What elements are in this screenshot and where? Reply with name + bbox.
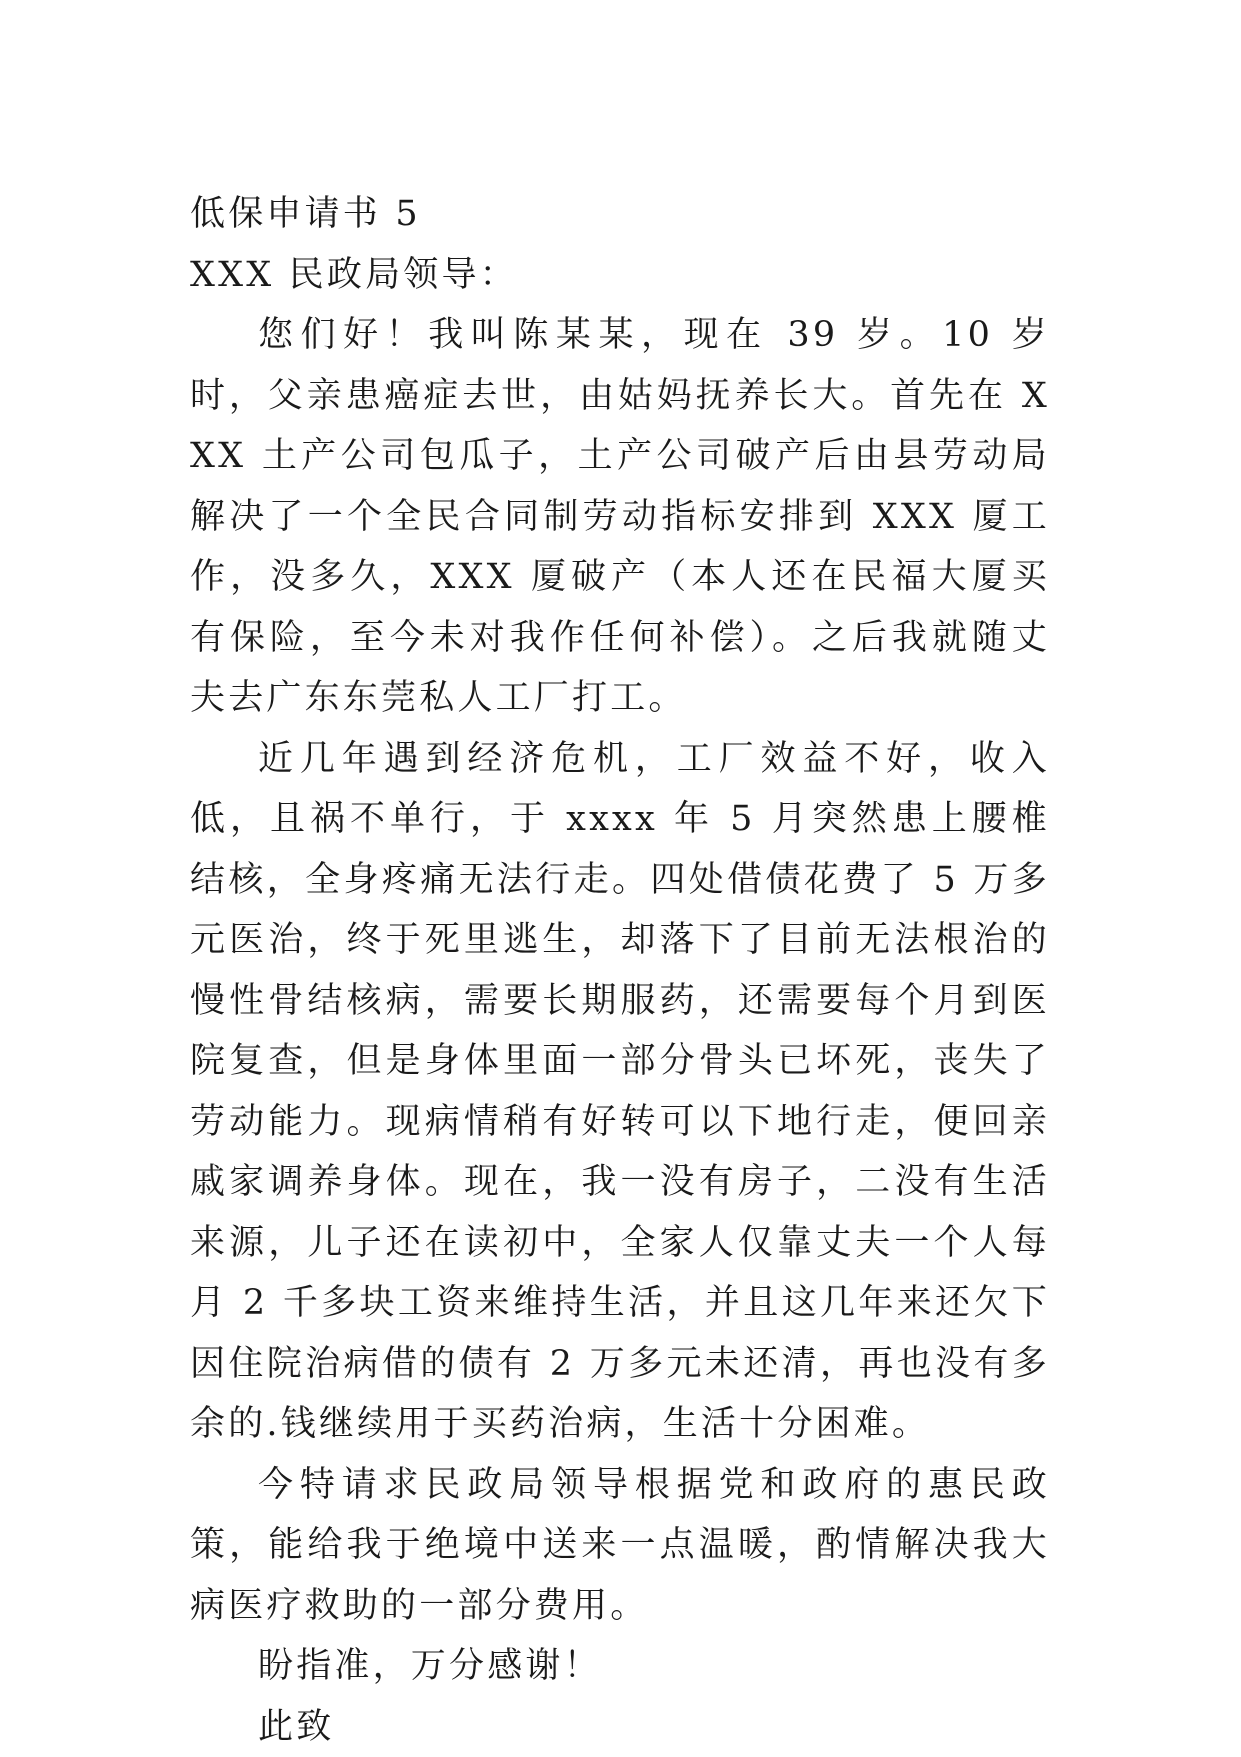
letter-body [190, 184, 1050, 1757]
paragraph-request: 今特请求民政局领导根据党和政府的惠民政策，能给我于绝境中送来一点温暖，酌情解决我大病医疗救助的一部分费用。 [190, 1455, 1050, 1637]
paragraph-illness: 近几年遇到经济危机，工厂效益不好，收入低，且祸不单行，于 xxxx 年 5 月突然患上腰椎结核，全身疼痛无法行走。四处借债花费了 5 万多元医治，终于死里逃生，却落下了目前无法根治的慢性骨结核病，需要长期服药，还需要每个月到医院复查，但是身体里面一部分骨头已坏死，丧失了劳动能力。现病情稍有好转可以下地行走，便回亲戚家调养身体。现在，我一没有房子，二没有生活来源，儿子还在读初中，全家人仅靠丈夫一个人每月 2 千多块工资来维持生活，并且这几年来还欠下因住院治病借的债有 2 万多元未还清，再也没有多余的.钱继续用于买药治病，生活十分困难。 [190, 729, 1050, 1455]
document-title: 低保申请书 5 [190, 184, 1050, 245]
paragraph-thanks: 盼指准，万分感谢！ [190, 1636, 1050, 1697]
paragraph-background: 您们好！我叫陈某某，现在 39 岁。10 岁时，父亲患癌症去世，由姑妈抚养长大。首先在 XXX 土产公司包瓜子，土产公司破产后由县劳动局解决了一个全民合同制劳动指标安排到 XXX 厦工作，没多久，XXX 厦破产（本人还在民福大厦买有保险，至今未对我作任何补偿）。之后我就随丈夫去广东东莞私人工厂打工。 [190, 305, 1050, 729]
closing-salutation: 此致 [190, 1697, 1050, 1757]
salutation: XXX 民政局领导： [190, 245, 1050, 306]
